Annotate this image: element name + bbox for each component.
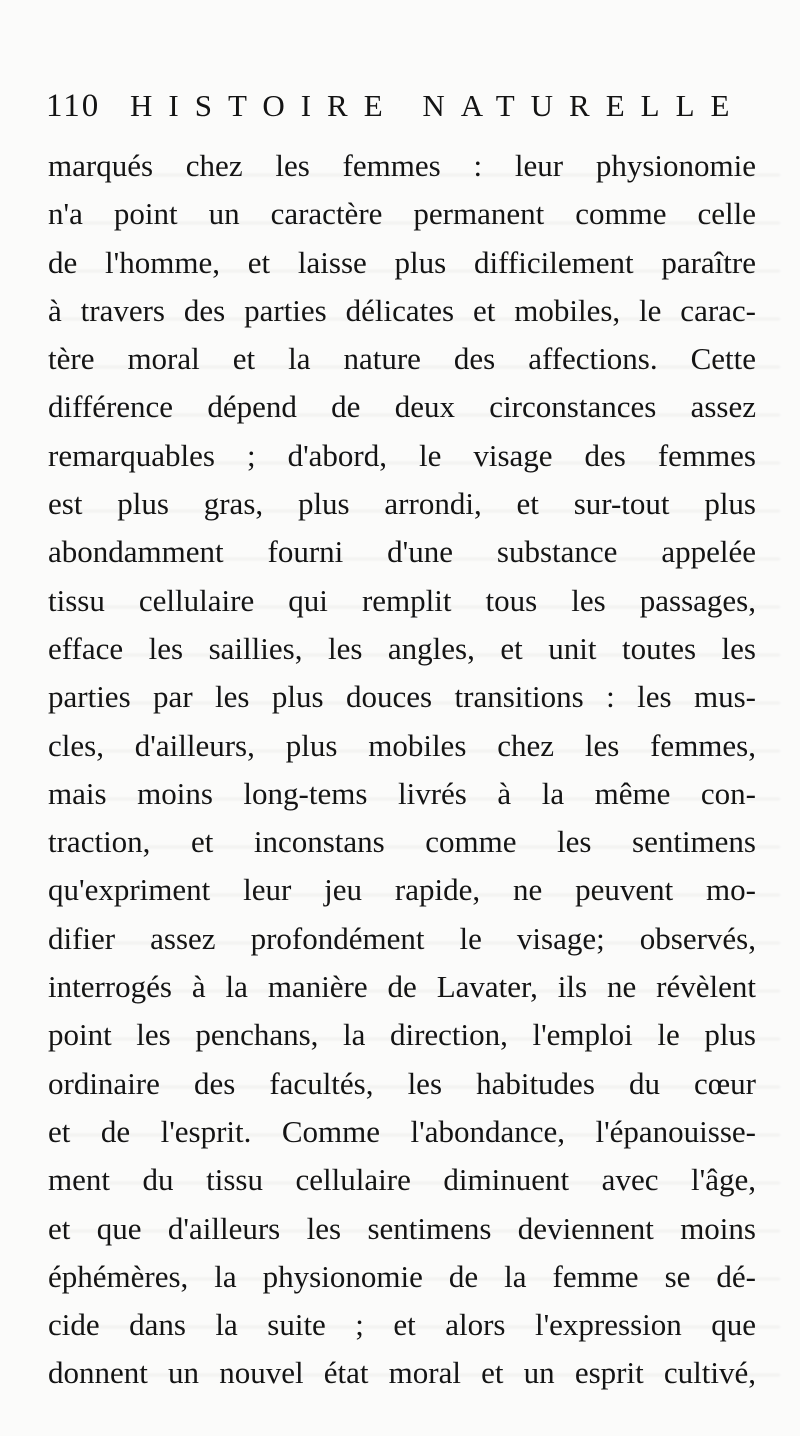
text-line: abondamment fourni d'une substance appelée bbox=[48, 534, 756, 570]
text-line: tissu cellulaire qui remplit tous les passages, bbox=[48, 582, 756, 618]
body-text bbox=[48, 142, 756, 1398]
text-line: différence dépend de deux circonstances assez bbox=[48, 389, 756, 425]
text-line: et que d'ailleurs les sentimens deviennent moins bbox=[48, 1210, 756, 1246]
text-line: marqués chez les femmes : leur physionomie bbox=[48, 148, 756, 183]
text-line: mais moins long-tems livrés à la même con- bbox=[48, 775, 756, 811]
text-line: ordinaire des facultés, les habitudes du cœur bbox=[48, 1065, 756, 1101]
text-line: à travers des parties délicates et mobiles, le carac- bbox=[48, 292, 756, 328]
text-line: traction, et inconstans comme les sentimens bbox=[48, 824, 756, 860]
text-line: cide dans la suite ; et alors l'expression que bbox=[48, 1307, 756, 1343]
text-line: tère moral et la nature des affections. Cette bbox=[48, 341, 756, 377]
text-line: de l'homme, et laisse plus difficilement paraître bbox=[48, 244, 756, 280]
text-line: éphémères, la physionomie de la femme se dé- bbox=[48, 1258, 756, 1294]
text-line: donnent un nouvel état moral et un esprit cultivé, bbox=[48, 1355, 756, 1391]
text-line: efface les saillies, les angles, et unit toutes les bbox=[48, 630, 756, 666]
text-line: parties par les plus douces transitions : les mus- bbox=[48, 679, 756, 715]
text-line: difier assez profondément le visage; observés, bbox=[48, 920, 756, 956]
text-line: point les penchans, la direction, l'emploi le plus bbox=[48, 1017, 756, 1053]
text-line: ment du tissu cellulaire diminuent avec l'âge, bbox=[48, 1162, 756, 1198]
text-line: est plus gras, plus arrondi, et sur-tout plus bbox=[48, 486, 756, 522]
text-line: cles, d'ailleurs, plus mobiles chez les femmes, bbox=[48, 727, 756, 763]
text-line: remarquables ; d'abord, le visage des femmes bbox=[48, 437, 756, 473]
page-header bbox=[46, 84, 766, 134]
text-line: n'a point un caractère permanent comme celle bbox=[48, 196, 756, 232]
page-number: 110 bbox=[46, 88, 101, 124]
text-line: et de l'esprit. Comme l'abondance, l'épanouisse- bbox=[48, 1113, 756, 1149]
running-head: HISTOIRE NATURELLE bbox=[130, 88, 746, 123]
text-line: qu'expriment leur jeu rapide, ne peuvent mo- bbox=[48, 872, 756, 908]
text-line: interrogés à la manière de Lavater, ils ne révèlent bbox=[48, 969, 756, 1005]
